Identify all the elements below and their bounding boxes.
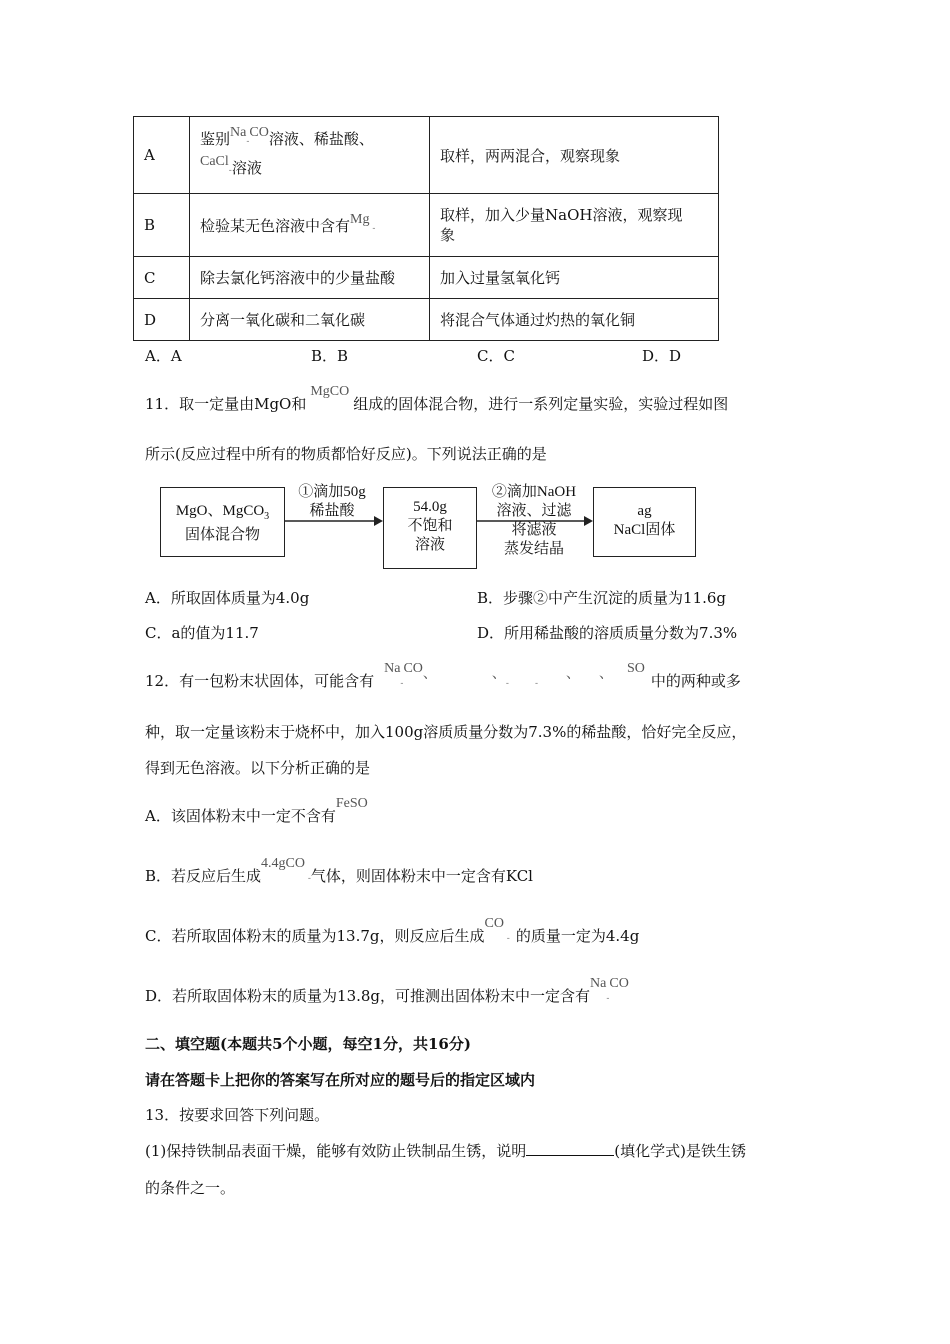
diagram-box-solution: 54.0g 不饱和 溶液 [383,487,477,569]
row-purpose: 检验某无色溶液中含有Mg - [190,194,430,257]
q11-option-c: C．a的值为11.7 [145,624,259,642]
formula: SO [627,661,645,676]
answer-d: D．D [642,347,682,365]
formula: FeSO [335,796,368,811]
q13-part1-line2: 的条件之一。 [145,1179,236,1197]
row-method: 加入过量氢氧化钙 [430,257,719,299]
formula: MgCO [310,384,350,399]
options-table [133,116,719,341]
diagram-box-solid: ag NaCl固体 [593,487,696,557]
section-title: 二、填空题(本题共5个小题，每空1分，共16分) [145,1035,471,1053]
diagram-box-mixture: MgO、MgCO$_3$ 固体混合物 [160,487,285,557]
q13-title: 13．按要求回答下列问题。 [145,1106,330,1124]
row-method: 取样，加入少量NaOH溶液，观察现 象 [430,194,719,257]
formula: CO [403,661,423,676]
section-instruction: 请在答题卡上把你的答案写在所对应的题号后的指定区域内 [145,1071,536,1089]
table-row [134,117,719,194]
q11-option-a: A．所取固体质量为4.0g [145,589,310,607]
answer-blank[interactable] [526,1141,614,1156]
q11-option-b: B．步骤②中产生沉淀的质量为11.6g [477,589,727,607]
answer-b: B．B [311,347,349,365]
row-letter: B [134,194,190,257]
formula: Na [230,125,247,140]
formula: CaCl [200,154,229,169]
q12-line3: 得到无色溶液。以下分析正确的是 [145,759,371,777]
q12-option-b: B．若反应后生成4.4gCO -气体，则固体粉末中一定含有KCl [145,856,533,885]
diagram-step2-label: ②滴加NaOH 溶液、过滤 将滤液 蒸发结晶 [491,484,577,557]
table-row [134,194,719,257]
answer-a: A．A [145,347,182,365]
row-letter: D [134,299,190,341]
q12-option-d: D．若所取固体粉末的质量为13.8g，可推测出固体粉末中一定含有Na-CO [145,976,629,1005]
row-method: 取样，两两混合，观察现象 [430,117,719,194]
row-purpose: 分离一氧化碳和二氧化碳 [190,299,430,341]
q11-option-d: D．所用稀盐酸的溶质质量分数为7.3% [477,624,738,642]
row-letter: A [134,117,190,194]
formula: 4.4gCO [261,856,305,871]
q12-option-c: C．若所取固体粉末的质量为13.7g，则反应后生成CO - 的质量一定为4.4g [145,916,640,945]
row-purpose: 除去氯化钙溶液中的少量盐酸 [190,257,430,299]
answer-c: C．C [477,347,515,365]
formula: CO [609,976,629,991]
diagram-arrow-1 [284,514,384,528]
row-method: 将混合气体通过灼热的氧化铜 [430,299,719,341]
diagram-arrow-2 [476,514,594,528]
row-purpose: 鉴别Na-CO溶液、稀盐酸、 CaCl-溶液 [190,117,430,194]
formula: Na [384,661,401,676]
formula: CO [249,125,269,140]
row-letter: C [134,257,190,299]
formula: CO [484,916,504,931]
q11-line2: 所示(反应过程中所有的物质都恰好反应)。下列说法正确的是 [145,445,547,463]
q12-line2: 种，取一定量该粉末于烧杯中，加入100g溶质质量分数为7.3%的稀盐酸，恰好完全反应， [145,723,747,741]
diagram-step1-label: ①滴加50g 稀盐酸 [298,484,366,519]
q13-part1: (1)保持铁制品表面干燥，能够有效防止铁制品生锈，说明 (填化学式)是铁生锈 [145,1142,746,1160]
q12-line1: 12．有一包粉末状固体，可能含有Na-CO、 、- -、 、 SO中的两种或多 [145,661,741,690]
formula: Mg [350,211,370,227]
q12-option-a: A．该固体粉末中一定不含有FeSO [145,796,368,825]
table-row [134,299,719,341]
formula: Na [590,976,607,991]
table-row [134,257,719,299]
q11-line1: 11．取一定量由MgO和MgCO组成的固体混合物，进行一系列定量实验，实验过程如图 [145,384,729,413]
